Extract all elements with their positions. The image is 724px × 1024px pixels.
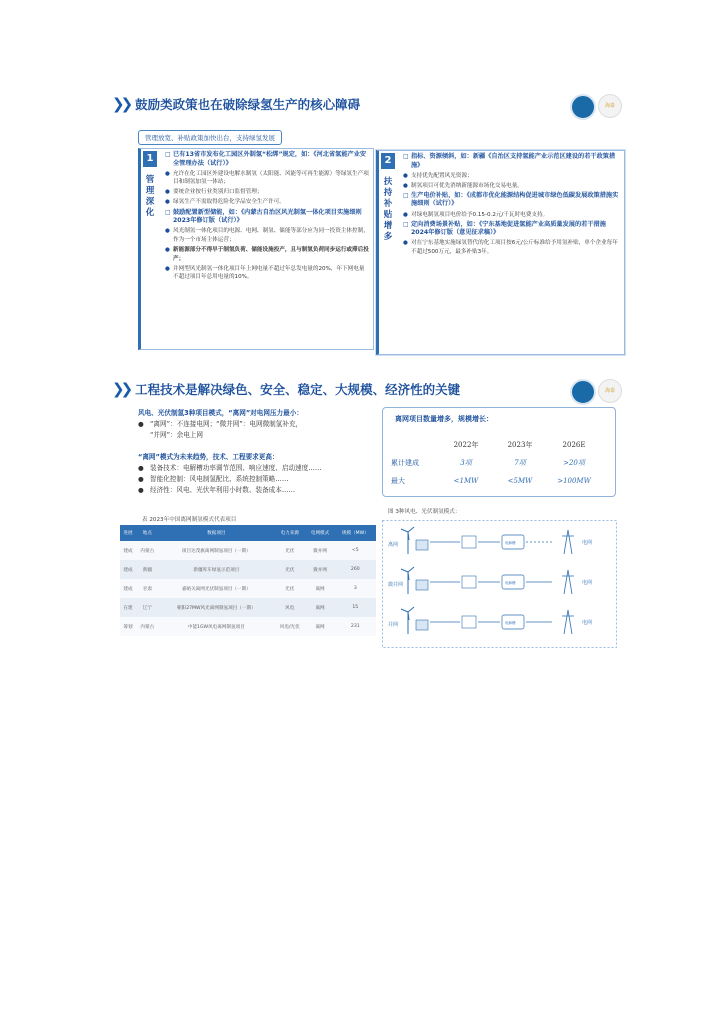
list-item: □ 定向消费场景补贴，如：《宁东基地促进氢能产业高质量发展的若干措施2024年修订版（意见征求稿）》 (403, 220, 606, 237)
list-item: ● 要统企业按行业类别归口监督管理； (165, 189, 263, 196)
list-item: □ 已有13省市发布化工园区外制氢“松绑”规定，如：《河北省氢能产业安全管理办法（试行）》 (165, 151, 367, 167)
stat-row: 累计建成 3项 7项 >20项 (391, 459, 585, 467)
panel-items (165, 151, 369, 283)
panel-label: 管理深化 (145, 175, 155, 218)
pylon-icon (562, 610, 574, 634)
list-item: ● 风光制氢一体化项目的电源、电网、制氢、储能等部分应为同一投资主体控制，作为一个市场主体运营； (165, 228, 369, 243)
panel-label: 扶持补贴增多 (383, 177, 393, 242)
slide-header (112, 90, 360, 118)
stat-box (382, 407, 616, 497)
list-item: ● “离网”：不连接电网；“微并网”：电网微制氢补充， (138, 420, 303, 428)
table-caption: 表 2023年中国离网制氢模式代表项目 (142, 517, 237, 523)
list-item: ● 绿氢生产不需取得危险化学品安全生产许可。 (165, 199, 285, 206)
row-label: 微并网 (388, 582, 404, 588)
electrolyzer-label: 电解槽 (505, 581, 516, 585)
list-item: ● 智能化控制：风电制氢配比、系统控制策略…… (138, 475, 289, 483)
solar-panel-icon (416, 580, 428, 590)
stat-table (391, 436, 601, 490)
bullet-list (138, 463, 373, 496)
row-label: 并网 (388, 622, 399, 628)
slide-engineering (112, 375, 624, 650)
electrolyzer-label: 电解槽 (505, 541, 516, 545)
electrolyzer-label: 电解槽 (505, 621, 516, 625)
table-row: 建成 内蒙古 项目达茂旗离网制氢项目（一期） 光伏 微并网 <5 (120, 541, 376, 560)
converter-icon (462, 536, 476, 548)
chevron-right-icon: ❯❯ (112, 380, 130, 398)
list-item: ● 经济性：风电、光伏年利用小时数、装备成本…… (138, 486, 296, 494)
list-item: □ 鼓励配置新型储能，如：《内蒙古自治区风光制氢一体化项目实施细则2023年修订版（试行）》 (165, 208, 362, 225)
list-item: ● 允许在化工园区外建设电解水制氢（太阳能、风能等可再生能源）等绿氢生产项目和制氢加氢一体站； (165, 170, 369, 186)
converter-icon (462, 616, 476, 628)
project-table (120, 525, 376, 636)
grid-label: 电网 (582, 540, 593, 546)
pylon-icon (562, 570, 574, 594)
list-item: “并网”：余电上网 (150, 431, 203, 439)
panel-number: 1 (143, 151, 157, 167)
hydrogen-mode-diagram (382, 520, 617, 648)
table-row: 筹划 内蒙古 中能1GW风电离网制氢项目 风电/光伏 离网 231 (120, 617, 376, 636)
list-item: ● 支持优先配置风光资源； (403, 172, 473, 179)
panel-management (138, 148, 374, 350)
diagram-caption: 图 3种风电、光伏制氢模式： (388, 509, 461, 515)
slide-policy (112, 90, 624, 355)
stat-heading: 离网项目数量增多，规模增长： (395, 415, 493, 423)
panel-items (403, 153, 620, 258)
bullet-list (138, 419, 373, 441)
policy-tag: 管理放宽、补贴政策加快出台，支持绿氢发展 (138, 130, 282, 145)
solar-panel-icon (416, 540, 428, 550)
chevron-right-icon: ❯❯ (112, 95, 130, 113)
list-item: ● 新能源部分不得早于制氢负荷、储能设施投产，且与制氢负荷同步运行或滞后投产； (165, 246, 369, 262)
subheading: “离网”模式为未来趋势，技术、工程要求更高： (138, 453, 279, 461)
table-row: 在建 辽宁 朝阳27MW风光离网制氢项目（一期） 风电 离网 15 (120, 598, 376, 617)
stat-row: 最大 <1MW <5MW >100MW (391, 477, 591, 485)
grid-label: 电网 (582, 620, 593, 626)
stat-header-row: 2022年 2023年 2026E (453, 441, 586, 449)
partner-logo: 海泰 (598, 379, 622, 403)
list-item: ● 对绿电制氢项目电价给予0.15-0.2元/千瓦时电费支持。 (403, 211, 549, 218)
converter-icon (462, 576, 476, 588)
panel-number: 2 (381, 153, 395, 169)
slide-title: 鼓励类政策也在破除绿氢生产的核心障碍 (135, 97, 361, 112)
list-item: ● 对在宁东基地实施绿氢替代的化工项目按6元/公斤标准给予用氢补贴，单个企业每年不超过500万元，最多补贴3年。 (403, 240, 618, 255)
company-logo-icon (570, 94, 596, 120)
list-item: ● 装备技术：电解槽功率调节范围、响应速度、启动速度…… (138, 464, 322, 472)
table-row: 建成 甘肃 嘉峪关离网光伏制氢项目（一期） 光伏 离网 3 (120, 579, 376, 598)
pylon-icon (562, 530, 574, 554)
subheading: 风电、光伏制氢3种项目模式，“离网”对电网压力最小： (138, 409, 303, 417)
table-row: 建成 新疆 新疆库车绿氢示范项目 光伏 微并网 260 (120, 560, 376, 579)
company-logo-icon (570, 379, 596, 405)
table-header-row: 进展 地点 数据项目 电力来源 电网模式 规模（MW） (120, 525, 376, 541)
panel-subsidy (376, 150, 625, 355)
list-item: □ 生产电价补贴，如：《成都市优化能源结构促进城市绿色低碳发展政策措施实施细则（试行）》 (403, 191, 619, 208)
list-item: ● 制氢项目可优先消纳新能源市场化交易电量。 (403, 182, 523, 189)
slide-header (112, 375, 460, 403)
solar-panel-icon (416, 620, 428, 630)
grid-label: 电网 (582, 580, 593, 586)
list-item: ● 并网型风光制氢一体化项目年上网电量不超过年总发电量的20%，年下网电量不超过项目年总用电量的10%。 (165, 265, 365, 281)
partner-logo: 海泰 (598, 94, 622, 118)
list-item: □ 指标、资源倾斜，如：新疆《自治区支持氢能产业示范区建设的若干政策措施》 (403, 153, 616, 169)
slide-title: 工程技术是解决绿色、安全、稳定、大规模、经济性的关键 (135, 382, 461, 397)
row-label: 离网 (388, 542, 399, 548)
